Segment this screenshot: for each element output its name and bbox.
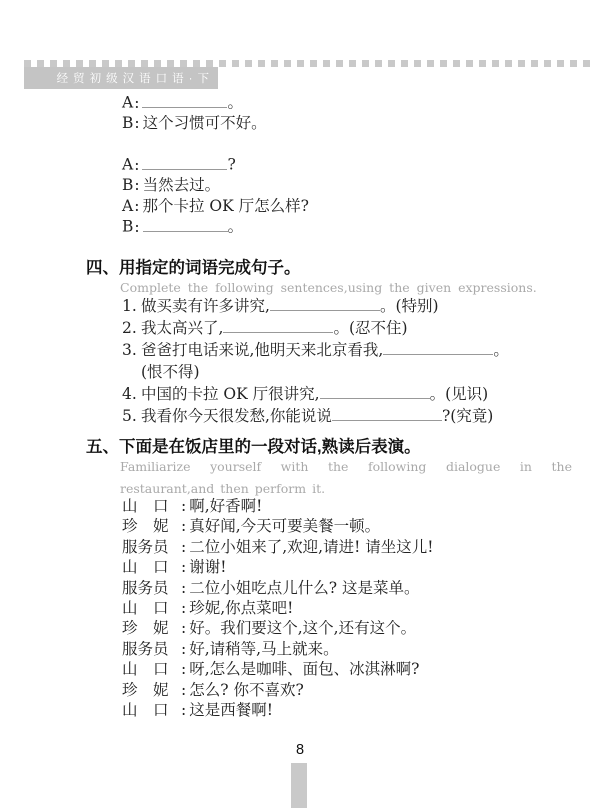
dotted-rule <box>24 60 594 67</box>
dialogue-text: 二位小姐来了,欢迎,请进! 请坐这儿! <box>189 537 434 556</box>
dialogue-line <box>122 659 433 679</box>
item-hint: (特别) <box>395 297 439 315</box>
page-number: 8 <box>295 742 305 758</box>
colon: : <box>134 114 140 133</box>
speaker-label: B <box>122 218 134 237</box>
colon: : <box>134 93 140 112</box>
dialogue-line <box>122 537 433 557</box>
colon: : <box>181 619 187 638</box>
blank-line <box>122 134 309 155</box>
speaker-label: A <box>122 196 134 215</box>
speaker-name: 山 口 <box>122 599 169 618</box>
dialogue-text: 呀,怎么是咖啡、面包、冰淇淋啊? <box>189 660 420 679</box>
fill-blank <box>142 154 227 170</box>
dialogue-text: 珍妮,你点菜吧! <box>189 599 294 618</box>
fill-blank <box>270 295 380 311</box>
dialogue-line <box>122 175 309 196</box>
dialogue-line <box>122 516 433 536</box>
fill-blank <box>143 216 228 232</box>
exercise-item <box>122 295 509 317</box>
speaker-label: A <box>122 155 134 174</box>
section4-items <box>122 295 509 427</box>
dialogue-text: 好。我们要这个,这个,还有这个。 <box>189 619 417 638</box>
speaker-name: 服务员 <box>122 578 169 597</box>
section5-heading: 五、下面是在饭店里的一段对话,熟读后表演。 <box>86 438 421 456</box>
colon: : <box>181 558 187 577</box>
speaker-name: 珍 妮 <box>122 619 169 638</box>
exercise-item <box>122 383 509 405</box>
dialogue-line <box>122 113 309 134</box>
item-text: 我看你今天很发愁,你能说说 <box>141 407 332 425</box>
exercise-item <box>122 317 509 339</box>
header-band <box>24 67 218 89</box>
item-hint: (见识) <box>445 385 489 403</box>
dialogue-line <box>122 578 433 598</box>
colon: : <box>181 578 187 597</box>
dialogue-line <box>122 598 433 618</box>
speaker-label: B <box>122 176 134 195</box>
colon: : <box>134 176 140 195</box>
section4-heading: 四、用指定的词语完成句子。 <box>86 259 301 277</box>
speaker-name: 珍 妮 <box>122 517 169 536</box>
series-title: 经贸初级汉语口语·下 <box>56 73 214 85</box>
fill-blank <box>332 405 442 421</box>
colon: : <box>181 660 187 679</box>
speaker-name: 珍 妮 <box>122 680 169 699</box>
speaker-name: 山 口 <box>122 497 169 515</box>
tail-punct: 。 <box>333 319 349 337</box>
colon: : <box>134 196 140 215</box>
item-text: 中国的卡拉 OK 厅很讲究, <box>141 385 320 403</box>
dialogue-text: 好,请稍等,马上就来。 <box>189 639 339 658</box>
dialogue-text: 真好闻,今天可要美餐一顿。 <box>189 517 381 536</box>
speaker-name: 服务员 <box>122 537 169 556</box>
dialogue-text: 啊,好香啊! <box>189 497 263 515</box>
item-number: 2. <box>122 319 137 337</box>
item-text: 爸爸打电话来说,他明天来北京看我, <box>141 341 384 359</box>
fill-in-dialogues <box>122 92 309 238</box>
dialogue-line <box>122 92 309 113</box>
dialogue-line <box>122 557 433 577</box>
fill-blank <box>142 92 227 108</box>
exercise-item <box>122 339 509 361</box>
exercise-item-hint-line: (恨不得) <box>141 363 200 381</box>
speaker-name: 服务员 <box>122 639 169 658</box>
item-number: 3. <box>122 341 137 359</box>
dialogue-line <box>122 680 433 700</box>
dialogue-text: 二位小姐吃点儿什么? 这是菜单。 <box>189 578 420 597</box>
tail-punct: ? <box>441 407 451 425</box>
speaker-name: 山 口 <box>122 701 169 720</box>
dialogue-line <box>122 700 433 720</box>
exercise-item <box>122 405 509 427</box>
item-number: 1. <box>122 297 137 315</box>
dialogue-line <box>122 216 309 237</box>
tail-punct: ? <box>227 155 236 174</box>
fill-blank <box>383 339 493 355</box>
dialogue-text: 当然去过。 <box>142 176 221 195</box>
tail-punct: 。 <box>429 385 446 403</box>
dialogue-text: 那个卡拉 OK 厅怎么样? <box>142 196 309 215</box>
dialogue-line <box>122 496 433 516</box>
page-number-marker <box>291 763 307 808</box>
speaker-name: 山 口 <box>122 660 169 679</box>
colon: : <box>181 537 187 556</box>
colon: : <box>181 599 187 618</box>
fill-blank <box>223 317 333 333</box>
restaurant-dialogue <box>122 496 433 720</box>
item-text: 我太高兴了, <box>141 319 224 337</box>
item-number: 5. <box>122 407 137 425</box>
dialogue-text: 这是西餐啊! <box>189 701 273 720</box>
dialogue-line <box>122 154 309 175</box>
dialogue-text: 这个习惯可不好。 <box>142 114 267 133</box>
tail-punct: 。 <box>227 218 244 237</box>
dialogue-line <box>122 639 433 659</box>
dialogue-line <box>122 196 309 217</box>
colon: : <box>181 517 187 536</box>
speaker-label: B <box>122 114 134 133</box>
colon: : <box>181 680 187 699</box>
dialogue-line <box>122 618 433 638</box>
fill-blank <box>320 383 430 399</box>
tail-punct: 。 <box>379 297 396 315</box>
colon: : <box>181 639 187 658</box>
dialogue-text: 怎么? 你不喜欢? <box>189 680 304 699</box>
dialogue-text: 谢谢! <box>189 558 227 577</box>
item-number: 4. <box>122 385 137 403</box>
colon: : <box>134 155 140 174</box>
item-hint: (究竟) <box>450 407 494 425</box>
colon: : <box>134 218 140 237</box>
item-hint: (忍不住) <box>348 319 408 337</box>
colon: : <box>181 701 187 720</box>
section5-instruction-en: Familiarize yourself with the following dialogue in the restaurant,and then perform it. <box>120 459 572 496</box>
item-text: 做买卖有许多讲究, <box>141 297 270 315</box>
speaker-name: 山 口 <box>122 558 169 577</box>
tail-punct: 。 <box>493 341 509 359</box>
tail-punct: 。 <box>227 93 243 112</box>
colon: : <box>181 497 187 515</box>
speaker-label: A <box>122 93 134 112</box>
section4-instruction-en: Complete the following sentences,using the given expressions. <box>120 280 537 295</box>
